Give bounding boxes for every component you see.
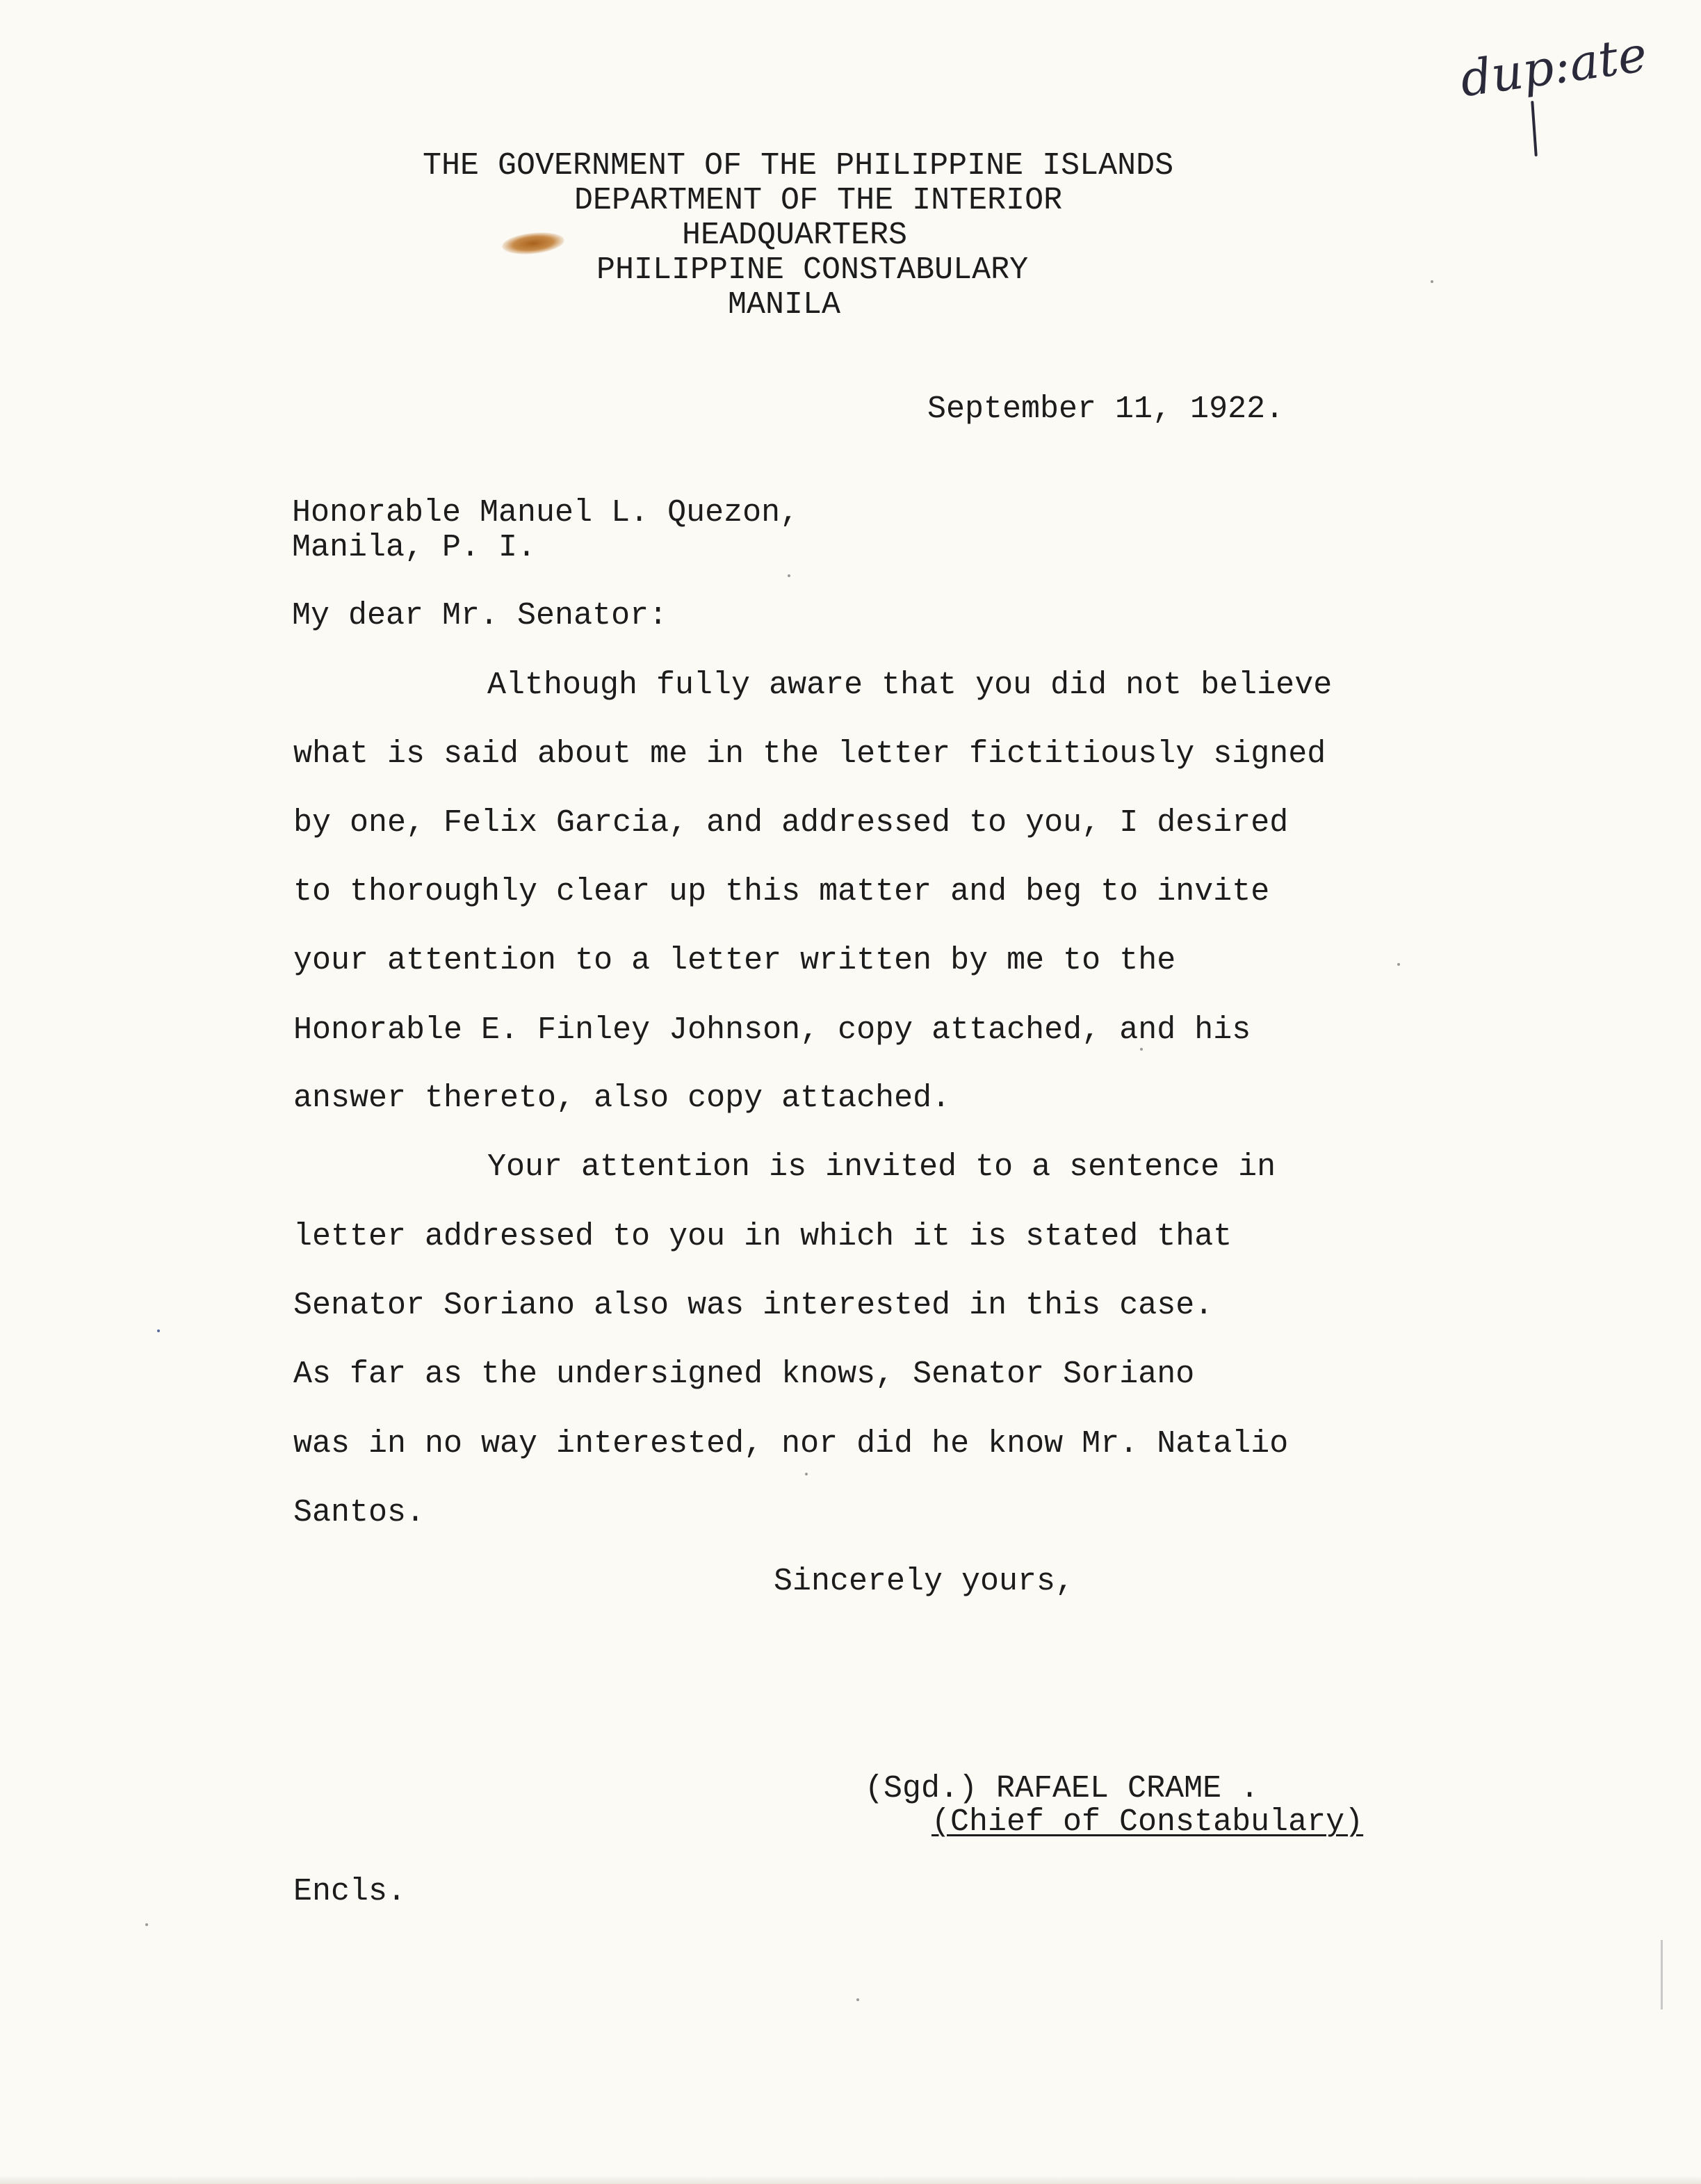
paper-stain xyxy=(501,229,566,257)
enclosures-note: Encls. xyxy=(293,1874,407,1909)
page-bottom-edge xyxy=(0,2176,1701,2184)
salutation: My dear Mr. Senator: xyxy=(292,598,668,633)
letterhead-line-5: MANILA xyxy=(728,287,841,323)
speck xyxy=(1140,1048,1143,1051)
body-line-6: Honorable E. Finley Johnson, copy attached, and his xyxy=(293,1012,1251,1048)
speck xyxy=(1431,280,1433,283)
body-line-9: letter addressed to you in which it is stated that xyxy=(293,1219,1232,1254)
body-line-10: Senator Soriano also was interested in this case. xyxy=(293,1288,1214,1323)
signature-title: (Chief of Constabulary) xyxy=(931,1804,1364,1840)
letterhead-line-3: HEADQUARTERS xyxy=(682,218,908,253)
body-line-4: to thoroughly clear up this matter and beg to invite xyxy=(293,874,1270,909)
speck xyxy=(805,1473,808,1475)
handwritten-annotation: dup:ate xyxy=(1456,25,1650,108)
body-line-12: was in no way interested, nor did he know Mr. Natalio xyxy=(293,1426,1289,1462)
body-line-1: Although fully aware that you did not believe xyxy=(487,668,1333,703)
body-line-3: by one, Felix Garcia, and addressed to you, I desired xyxy=(293,805,1289,841)
body-line-5: your attention to a letter written by me to the xyxy=(293,943,1176,978)
speck xyxy=(145,1923,148,1926)
margin-mark xyxy=(1661,1940,1663,2009)
speck xyxy=(1397,963,1400,966)
letterhead-line-1: THE GOVERNMENT OF THE PHILIPPINE ISLANDS xyxy=(423,148,1174,184)
body-line-13: Santos. xyxy=(293,1495,425,1530)
body-line-7: answer thereto, also copy attached. xyxy=(293,1081,951,1116)
handwritten-stroke xyxy=(1531,101,1538,156)
letterhead-line-2: DEPARTMENT OF THE INTERIOR xyxy=(574,183,1063,218)
speck xyxy=(856,1998,859,2001)
speck xyxy=(157,1329,160,1332)
speck xyxy=(788,574,790,577)
letter-date: September 11, 1922. xyxy=(927,391,1285,427)
letterhead-line-4: PHILIPPINE CONSTABULARY xyxy=(596,252,1029,288)
body-line-8: Your attention is invited to a sentence in xyxy=(487,1149,1276,1185)
signature-name: (Sgd.) RAFAEL CRAME . xyxy=(865,1771,1260,1806)
recipient-name: Honorable Manuel L. Quezon, xyxy=(292,495,799,531)
recipient-address: Manila, P. I. xyxy=(292,530,537,565)
closing: Sincerely yours, xyxy=(774,1564,1075,1599)
body-line-11: As far as the undersigned knows, Senator Soriano xyxy=(293,1357,1195,1392)
body-line-2: what is said about me in the letter fictitiously signed xyxy=(293,736,1326,772)
